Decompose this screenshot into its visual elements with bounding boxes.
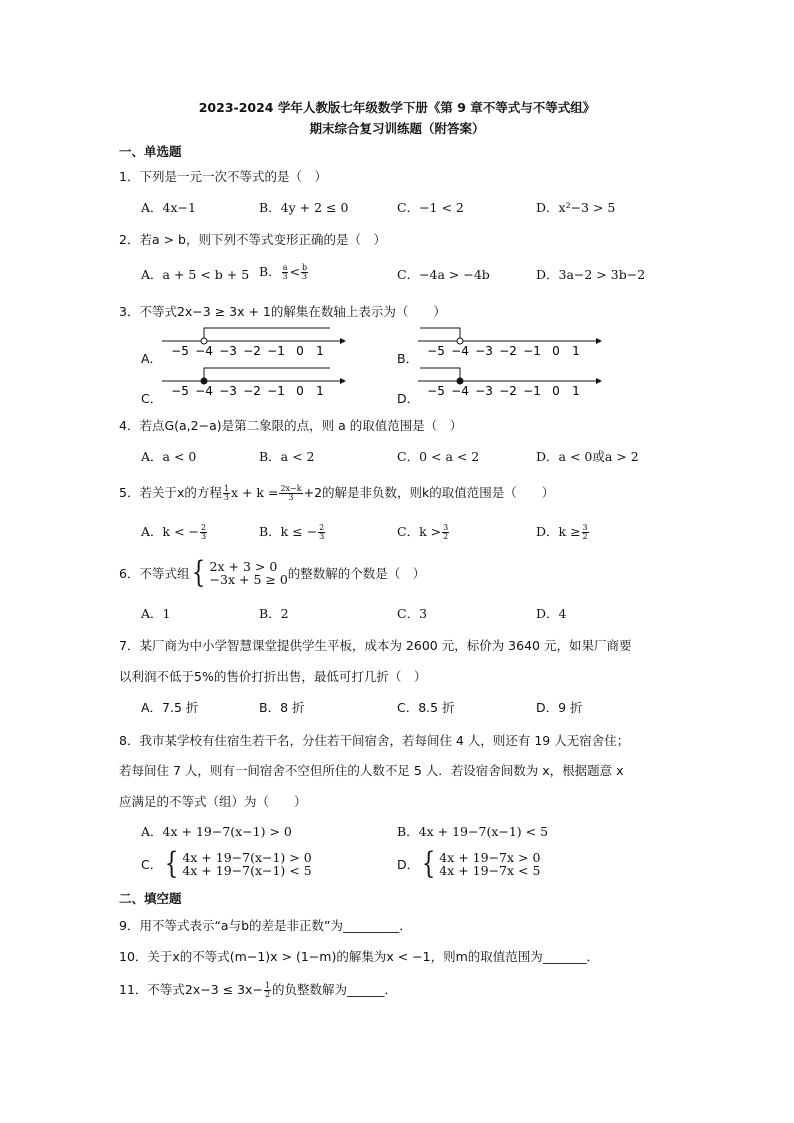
q1-option-b: B．4y + 2 ≤ 0 [259,200,349,215]
tick-label: −3 [475,344,493,358]
q4-stem: 4．若点G(a,2−a)是第二象限的点，则 a 的取值范围是（ ） [119,418,463,433]
q5-option-b: B．k ≤ − $\frac{2}{3}$ [259,523,325,541]
tick-label: −3 [475,384,493,398]
tick-label: −4 [451,344,469,358]
q2-option-d: D．3a−2 > 3b−2 [536,267,646,282]
q6-system: { 2x + 3 > 0 −3x + 5 ≥ 0 [192,555,288,590]
tick-label: −1 [267,384,285,398]
q7-option-c: C．8.5 折 [397,700,455,715]
q2-option-b: B． $\frac{a}{3}$ < $\frac{b}{3}$ [259,263,308,281]
q11-frac-1-2: $\frac{1}{2}$ [264,981,271,999]
q7-option-d: D．9 折 [536,700,583,715]
q7-option-b: B．8 折 [259,700,305,715]
tick-label: 0 [296,384,304,398]
q3-number-line-b [416,324,606,358]
q7-stem-line-2: 以利润不低于5%的售价打折出售，最低可打几折（ ） [119,669,427,684]
tick-label: 0 [296,344,304,358]
q6-option-d: D．4 [536,606,567,621]
q1-option-a: A．4x−1 [141,200,196,215]
tick-label: 1 [572,344,580,358]
q2-option-b-label: B． [259,264,281,279]
q3-stem: 3．不等式2x−3 ≥ 3x + 1的解集在数轴上表示为（ ） [119,304,446,319]
q3-number-line-d [416,364,606,398]
q4-option-b: B．a < 2 [259,449,315,464]
q2-option-c: C．−4a > −4b [397,267,490,282]
tick-label: −5 [427,344,445,358]
tick-label: −2 [243,384,261,398]
q5-option-a: A．k < − $\frac{2}{3}$ [141,523,207,541]
tick-label: 1 [316,344,324,358]
q3-option-b-label: B． [397,351,419,366]
title-line-2: 期末综合复习训练题（附答案） [309,121,485,136]
q3-option-d-label: D． [397,391,420,406]
tick-label: −5 [171,384,189,398]
tick-label: −3 [219,384,237,398]
tick-label: −4 [451,384,469,398]
q4-option-d: D．a < 0或a > 2 [536,449,639,464]
tick-label: 1 [316,384,324,398]
q8-option-d: D． { 4x + 19−7x > 0 4x + 19−7x < 5 [397,846,541,881]
q2-option-a: A．a + 5 < b + 5 [141,267,250,282]
q5-frac-1-3: $\frac{1}{3}$ [223,484,229,502]
q9-stem: 9．用不等式表示“a与b的差是非正数”为_________． [119,918,412,933]
tick-label: −2 [499,384,517,398]
q8-option-a: A．4x + 19−7(x−1) > 0 [141,824,292,839]
q6-option-b: B．2 [259,606,289,621]
title-line-1: 2023-2024 学年人教版七年级数学下册《第 9 章不等式与不等式组》 [198,100,596,115]
q4-option-a: A．a < 0 [141,449,197,464]
q2-stem: 2．若a > b，则下列不等式变形正确的是（ ） [119,232,386,247]
q6-stem: 6．不等式组 { 2x + 3 > 0 −3x + 5 ≥ 0 的整数解的个数是（ ） [119,555,426,590]
q8-option-c: C． { 4x + 19−7(x−1) > 0 4x + 19−7(x−1) < 5 [141,846,312,881]
q1-stem: 1．下列是一元一次不等式的是（ ） [119,169,327,184]
section-fill-in: 二、填空题 [119,891,182,906]
q4-option-c: C．0 < a < 2 [397,449,480,464]
q8-option-b: B．4x + 19−7(x−1) < 5 [397,824,549,839]
q6-option-a: A．1 [141,606,171,621]
tick-label: −5 [171,344,189,358]
tick-label: −1 [523,384,541,398]
tick-label: −1 [267,344,285,358]
q5-option-c: C．k > $\frac{3}{2}$ [397,523,449,541]
q3-number-line-a [160,324,350,358]
q5-stem: 5．若关于x的方程 $\frac{1}{3}$ x + k = $\frac{2x-k}{3}$ +2的解是非负数，则k的取值范围是（ ） [119,484,555,502]
tick-label: 1 [572,384,580,398]
tick-label: 0 [552,384,560,398]
q7-stem-line-1: 7．某厂商为中小学智慧课堂提供学生平板，成本为 2600 元，标价为 3640 元，如果厂商要 [119,638,632,653]
tick-label: 0 [552,344,560,358]
tick-label: −5 [427,384,445,398]
q8-stem-line-2: 若每间住 7 人，则有一间宿舍不空但所住的人数不足 5 人．若设宿舍间数为 x，根据题意 x [119,763,624,778]
q3-number-line-c [160,364,350,398]
tick-label: −4 [195,344,213,358]
q5-frac-2x-k-3: $\frac{2x-k}{3}$ [280,484,302,502]
q3-option-a-label: A． [141,351,163,366]
q5-option-d: D．k ≥ $\frac{3}{2}$ [536,523,588,541]
q10-stem: 10．关于x的不等式(m−1)x > (1−m)的解集为x < −1，则m的取值范围为_______． [119,949,600,964]
tick-label: −4 [195,384,213,398]
q7-option-a: A．7.5 折 [141,700,199,715]
tick-label: −2 [243,344,261,358]
section-single-choice: 一、单选题 [119,144,182,159]
q6-option-c: C．3 [397,606,428,621]
q3-option-c-label: C． [141,391,163,406]
q8-stem-line-3: 应满足的不等式（组）为（ ） [119,794,307,809]
q1-option-d: D．x²−3 > 5 [536,200,616,215]
tick-label: −1 [523,344,541,358]
q2-frac-a-3: $\frac{a}{3}$ [282,263,288,281]
q8-stem-line-1: 8．我市某学校有住宿生若干名，分住若干间宿舍，若每间住 4 人，则还有 19 人无宿舍住； [119,733,630,748]
tick-label: −3 [219,344,237,358]
q1-option-c: C．−1 < 2 [397,200,464,215]
q11-stem: 11．不等式2x−3 ≤ 3x− $\frac{1}{2}$ 的负整数解为______． [119,981,398,999]
tick-label: −2 [499,344,517,358]
q2-frac-b-3: $\frac{b}{3}$ [301,263,308,281]
